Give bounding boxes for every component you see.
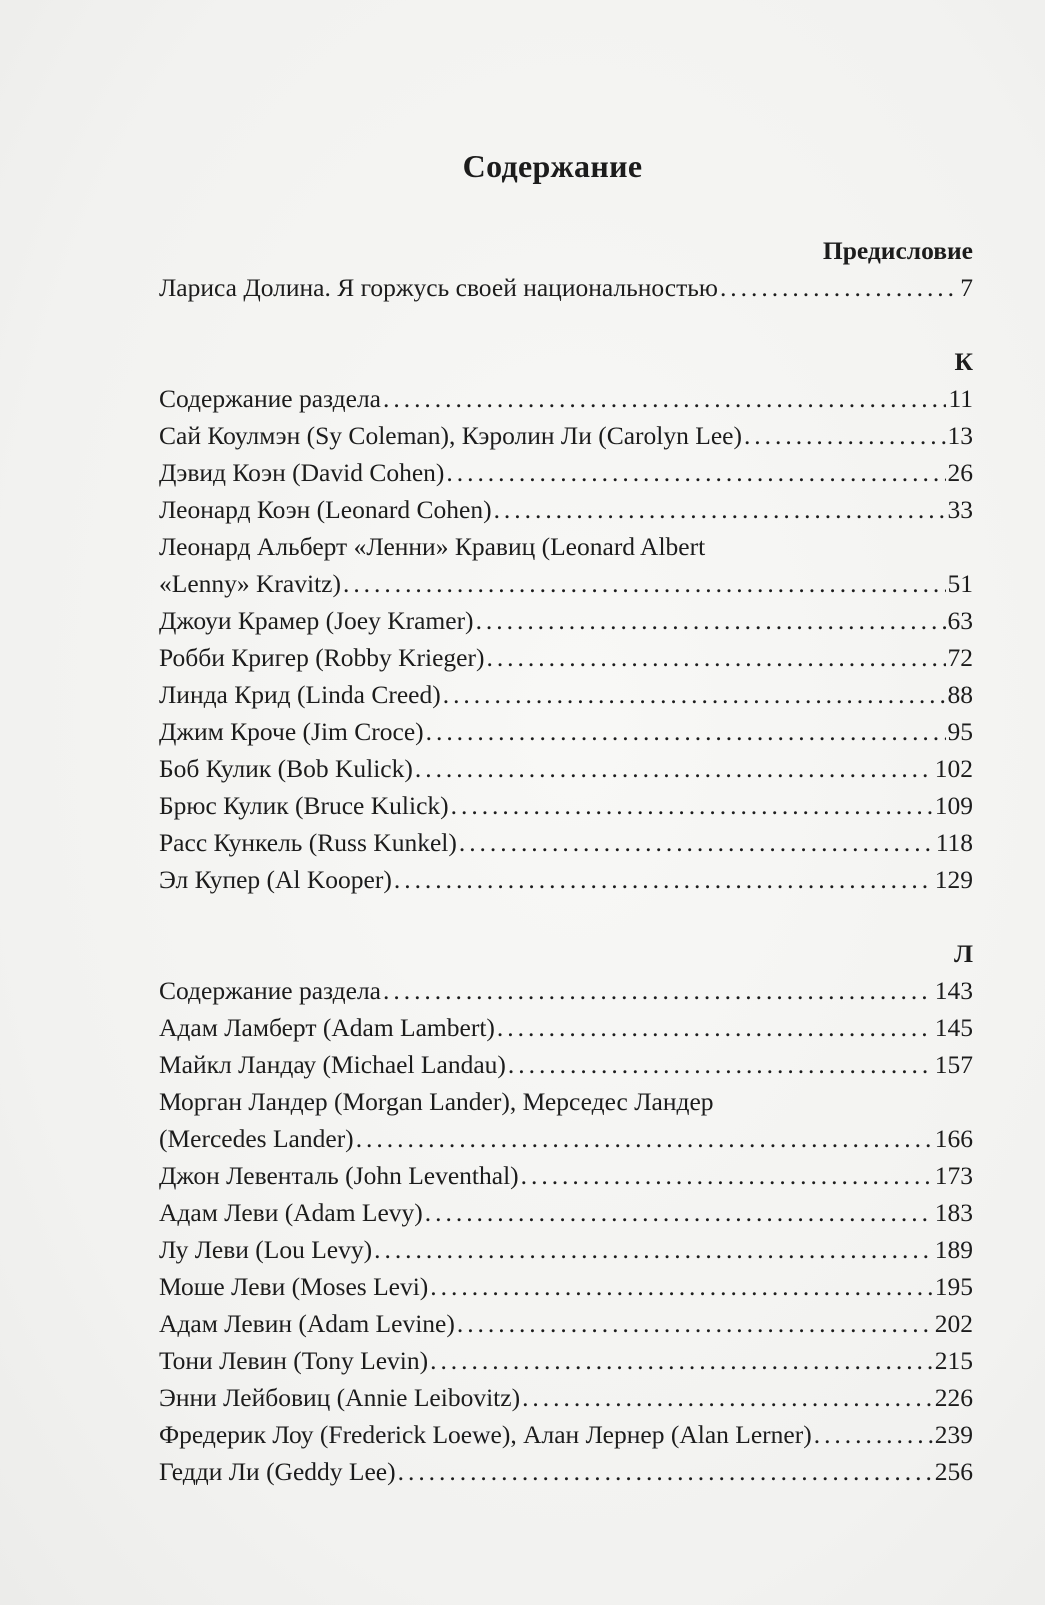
toc-entry-page-number: 51 (947, 569, 973, 598)
page-title: Содержание (462, 148, 643, 184)
dot-leader (744, 417, 946, 454)
toc-entry-title: Фредерик Лоу (Frederick Loewe), Алан Лернер (Alan Lerner) (159, 1420, 812, 1449)
toc-entry-row (159, 454, 973, 491)
toc-entry-title: Леонард Коэн (Leonard Cohen) (159, 495, 492, 524)
toc-entry[interactable] (159, 824, 973, 861)
toc-entry-row (159, 1453, 973, 1490)
dot-leader (383, 972, 933, 1009)
toc-entry[interactable] (159, 1416, 973, 1453)
dot-leader (430, 1268, 932, 1305)
toc-entry[interactable] (159, 1453, 973, 1490)
toc-entry-page-number: 13 (947, 421, 973, 450)
toc-entry[interactable] (159, 528, 973, 602)
toc-entry-page-number: 189 (934, 1235, 973, 1264)
toc-entry-row (159, 1120, 973, 1157)
dot-leader (425, 1194, 933, 1231)
toc-entry-title: Боб Кулик (Bob Kulick) (159, 754, 413, 783)
dot-leader (494, 491, 946, 528)
toc-entry[interactable] (159, 972, 973, 1009)
toc-entry[interactable] (159, 750, 973, 787)
toc-entry[interactable] (159, 1194, 973, 1231)
toc-entry[interactable] (159, 1379, 973, 1416)
toc-entry-title-line: Морган Ландер (Morgan Lander), Мерседес Ландер (159, 1087, 714, 1116)
toc-entry-row (159, 417, 973, 454)
toc-entry-page-number: 143 (934, 976, 973, 1005)
section-heading: К (954, 347, 973, 376)
toc-entry-row (159, 1194, 973, 1231)
toc-entry-row (159, 1342, 973, 1379)
dot-leader (446, 454, 945, 491)
toc-entry-page-number: 166 (934, 1124, 973, 1153)
dot-leader (374, 1231, 933, 1268)
toc-entry-page-number: 226 (934, 1383, 973, 1412)
dot-leader (415, 750, 933, 787)
toc-entry[interactable] (159, 1342, 973, 1379)
toc-entry[interactable] (159, 417, 973, 454)
dot-leader (522, 1379, 933, 1416)
toc-entry[interactable] (159, 1268, 973, 1305)
toc-entry-row (159, 1416, 973, 1453)
toc-entry-row (159, 602, 973, 639)
table-of-contents (159, 232, 973, 1490)
toc-entry[interactable] (159, 861, 973, 898)
toc-entry-title: Адам Ламберт (Adam Lambert) (159, 1013, 495, 1042)
toc-entry-title: Робби Кригер (Robby Krieger) (159, 643, 485, 672)
dot-leader (521, 1157, 933, 1194)
toc-entry-title: Энни Лейбовиц (Annie Leibovitz) (159, 1383, 521, 1412)
toc-entry-title: Гедди Ли (Geddy Lee) (159, 1457, 396, 1486)
toc-entry[interactable] (159, 1046, 973, 1083)
dot-leader (814, 1416, 933, 1453)
toc-entry-page-number: 239 (934, 1420, 973, 1449)
toc-entry-row (159, 750, 973, 787)
toc-entry-title: (Mercedes Lander) (159, 1124, 354, 1153)
toc-entry-page-number: 63 (947, 606, 973, 635)
toc-entry-title: Дэвид Коэн (David Cohen) (159, 458, 445, 487)
toc-entry-page-number: 11 (948, 384, 973, 413)
toc-entry[interactable] (159, 491, 973, 528)
toc-entry[interactable] (159, 602, 973, 639)
toc-entry-row (159, 1305, 973, 1342)
dot-leader (430, 1342, 933, 1379)
toc-entry[interactable] (159, 713, 973, 750)
toc-entry-page-number: 7 (960, 273, 973, 302)
toc-entry-title: Линда Крид (Linda Creed) (159, 680, 441, 709)
dot-leader (508, 1046, 933, 1083)
toc-entry-title: Джим Кроче (Jim Croce) (159, 717, 424, 746)
toc-entry-row (159, 1231, 973, 1268)
toc-entry-page-number: 88 (947, 680, 973, 709)
section-heading: Предисловие (822, 236, 973, 265)
toc-entry-title: Адам Леви (Adam Levy) (159, 1198, 423, 1227)
toc-entry-row (159, 1268, 973, 1305)
section-heading: Л (953, 939, 973, 968)
toc-entry-row (159, 269, 973, 306)
toc-entry-row (159, 491, 973, 528)
toc-entry-page-number: 102 (934, 754, 973, 783)
toc-entry-title: Майкл Ландау (Michael Landau) (159, 1050, 506, 1079)
toc-entry[interactable] (159, 676, 973, 713)
dot-leader (443, 676, 946, 713)
dot-leader (459, 824, 934, 861)
toc-entry-row (159, 1046, 973, 1083)
toc-entry[interactable] (159, 1009, 973, 1046)
dot-leader (497, 1009, 933, 1046)
toc-entry-title: Содержание раздела (159, 384, 382, 413)
toc-entry-row (159, 972, 973, 1009)
toc-entry-page-number: 183 (934, 1198, 973, 1227)
toc-entry-row (159, 1157, 973, 1194)
toc-entry-row (159, 824, 973, 861)
toc-entry-title: Эл Купер (Al Kooper) (159, 865, 392, 894)
toc-entry-row (159, 639, 973, 676)
toc-entry-title: Лариса Долина. Я горжусь своей национальностью (159, 273, 718, 302)
toc-entry-page-number: 33 (947, 495, 973, 524)
dot-leader (356, 1120, 933, 1157)
toc-entry-title: Адам Левин (Adam Levine) (159, 1309, 455, 1338)
dot-leader (486, 639, 945, 676)
toc-entry-row (159, 1379, 973, 1416)
dot-leader (383, 380, 946, 417)
toc-entry-title: Брюс Кулик (Bruce Kulick) (159, 791, 449, 820)
toc-entry[interactable] (159, 639, 973, 676)
toc-entry-row (159, 565, 973, 602)
dot-leader (398, 1453, 933, 1490)
toc-entry[interactable] (159, 380, 973, 417)
toc-entry-title: Тони Левин (Tony Levin) (159, 1346, 429, 1375)
toc-entry[interactable] (159, 1157, 973, 1194)
toc-entry-page-number: 256 (934, 1457, 973, 1486)
toc-entry-row (159, 861, 973, 898)
toc-entry-page-number: 173 (934, 1161, 973, 1190)
toc-entry[interactable] (159, 787, 973, 824)
toc-entry-title-line: Леонард Альберт «Ленни» Кравиц (Leonard Albert (159, 532, 706, 561)
dot-leader (720, 269, 958, 306)
toc-entry-row (159, 787, 973, 824)
toc-entry-title: Моше Леви (Moses Levi) (159, 1272, 429, 1301)
toc-entry-page-number: 195 (934, 1272, 973, 1301)
dot-leader (457, 1305, 933, 1342)
toc-entry-page-number: 145 (934, 1013, 973, 1042)
toc-entry-row (159, 713, 973, 750)
toc-entry-page-number: 129 (934, 865, 973, 894)
toc-entry-page-number: 72 (947, 643, 973, 672)
dot-leader (343, 565, 946, 602)
dot-leader (394, 861, 933, 898)
toc-entry-page-number: 118 (935, 828, 973, 857)
toc-entry-title: Содержание раздела (159, 976, 382, 1005)
toc-entry-page-number: 26 (947, 458, 973, 487)
toc-entry-page-number: 157 (934, 1050, 973, 1079)
toc-entry-row (159, 380, 973, 417)
toc-entry[interactable] (159, 269, 973, 306)
toc-entry[interactable] (159, 1305, 973, 1342)
toc-entry[interactable] (159, 1231, 973, 1268)
toc-entry-row (159, 1009, 973, 1046)
dot-leader (476, 602, 946, 639)
toc-entry[interactable] (159, 454, 973, 491)
toc-entry[interactable] (159, 1083, 973, 1157)
toc-entry-page-number: 202 (934, 1309, 973, 1338)
toc-entry-page-number: 215 (934, 1346, 973, 1375)
toc-entry-title: Сай Коулмэн (Sy Coleman), Кэролин Ли (Carolyn Lee) (159, 421, 742, 450)
dot-leader (426, 713, 946, 750)
toc-entry-title: Лу Леви (Lou Levy) (159, 1235, 373, 1264)
dot-leader (451, 787, 933, 824)
toc-entry-title: Джон Левенталь (John Leventhal) (159, 1161, 519, 1190)
toc-entry-page-number: 109 (934, 791, 973, 820)
toc-entry-title: «Lenny» Kravitz) (159, 569, 341, 598)
toc-entry-title: Джоуи Крамер (Joey Kramer) (159, 606, 474, 635)
toc-entry-row (159, 676, 973, 713)
toc-entry-title: Расс Кункель (Russ Kunkel) (159, 828, 457, 857)
toc-entry-page-number: 95 (947, 717, 973, 746)
